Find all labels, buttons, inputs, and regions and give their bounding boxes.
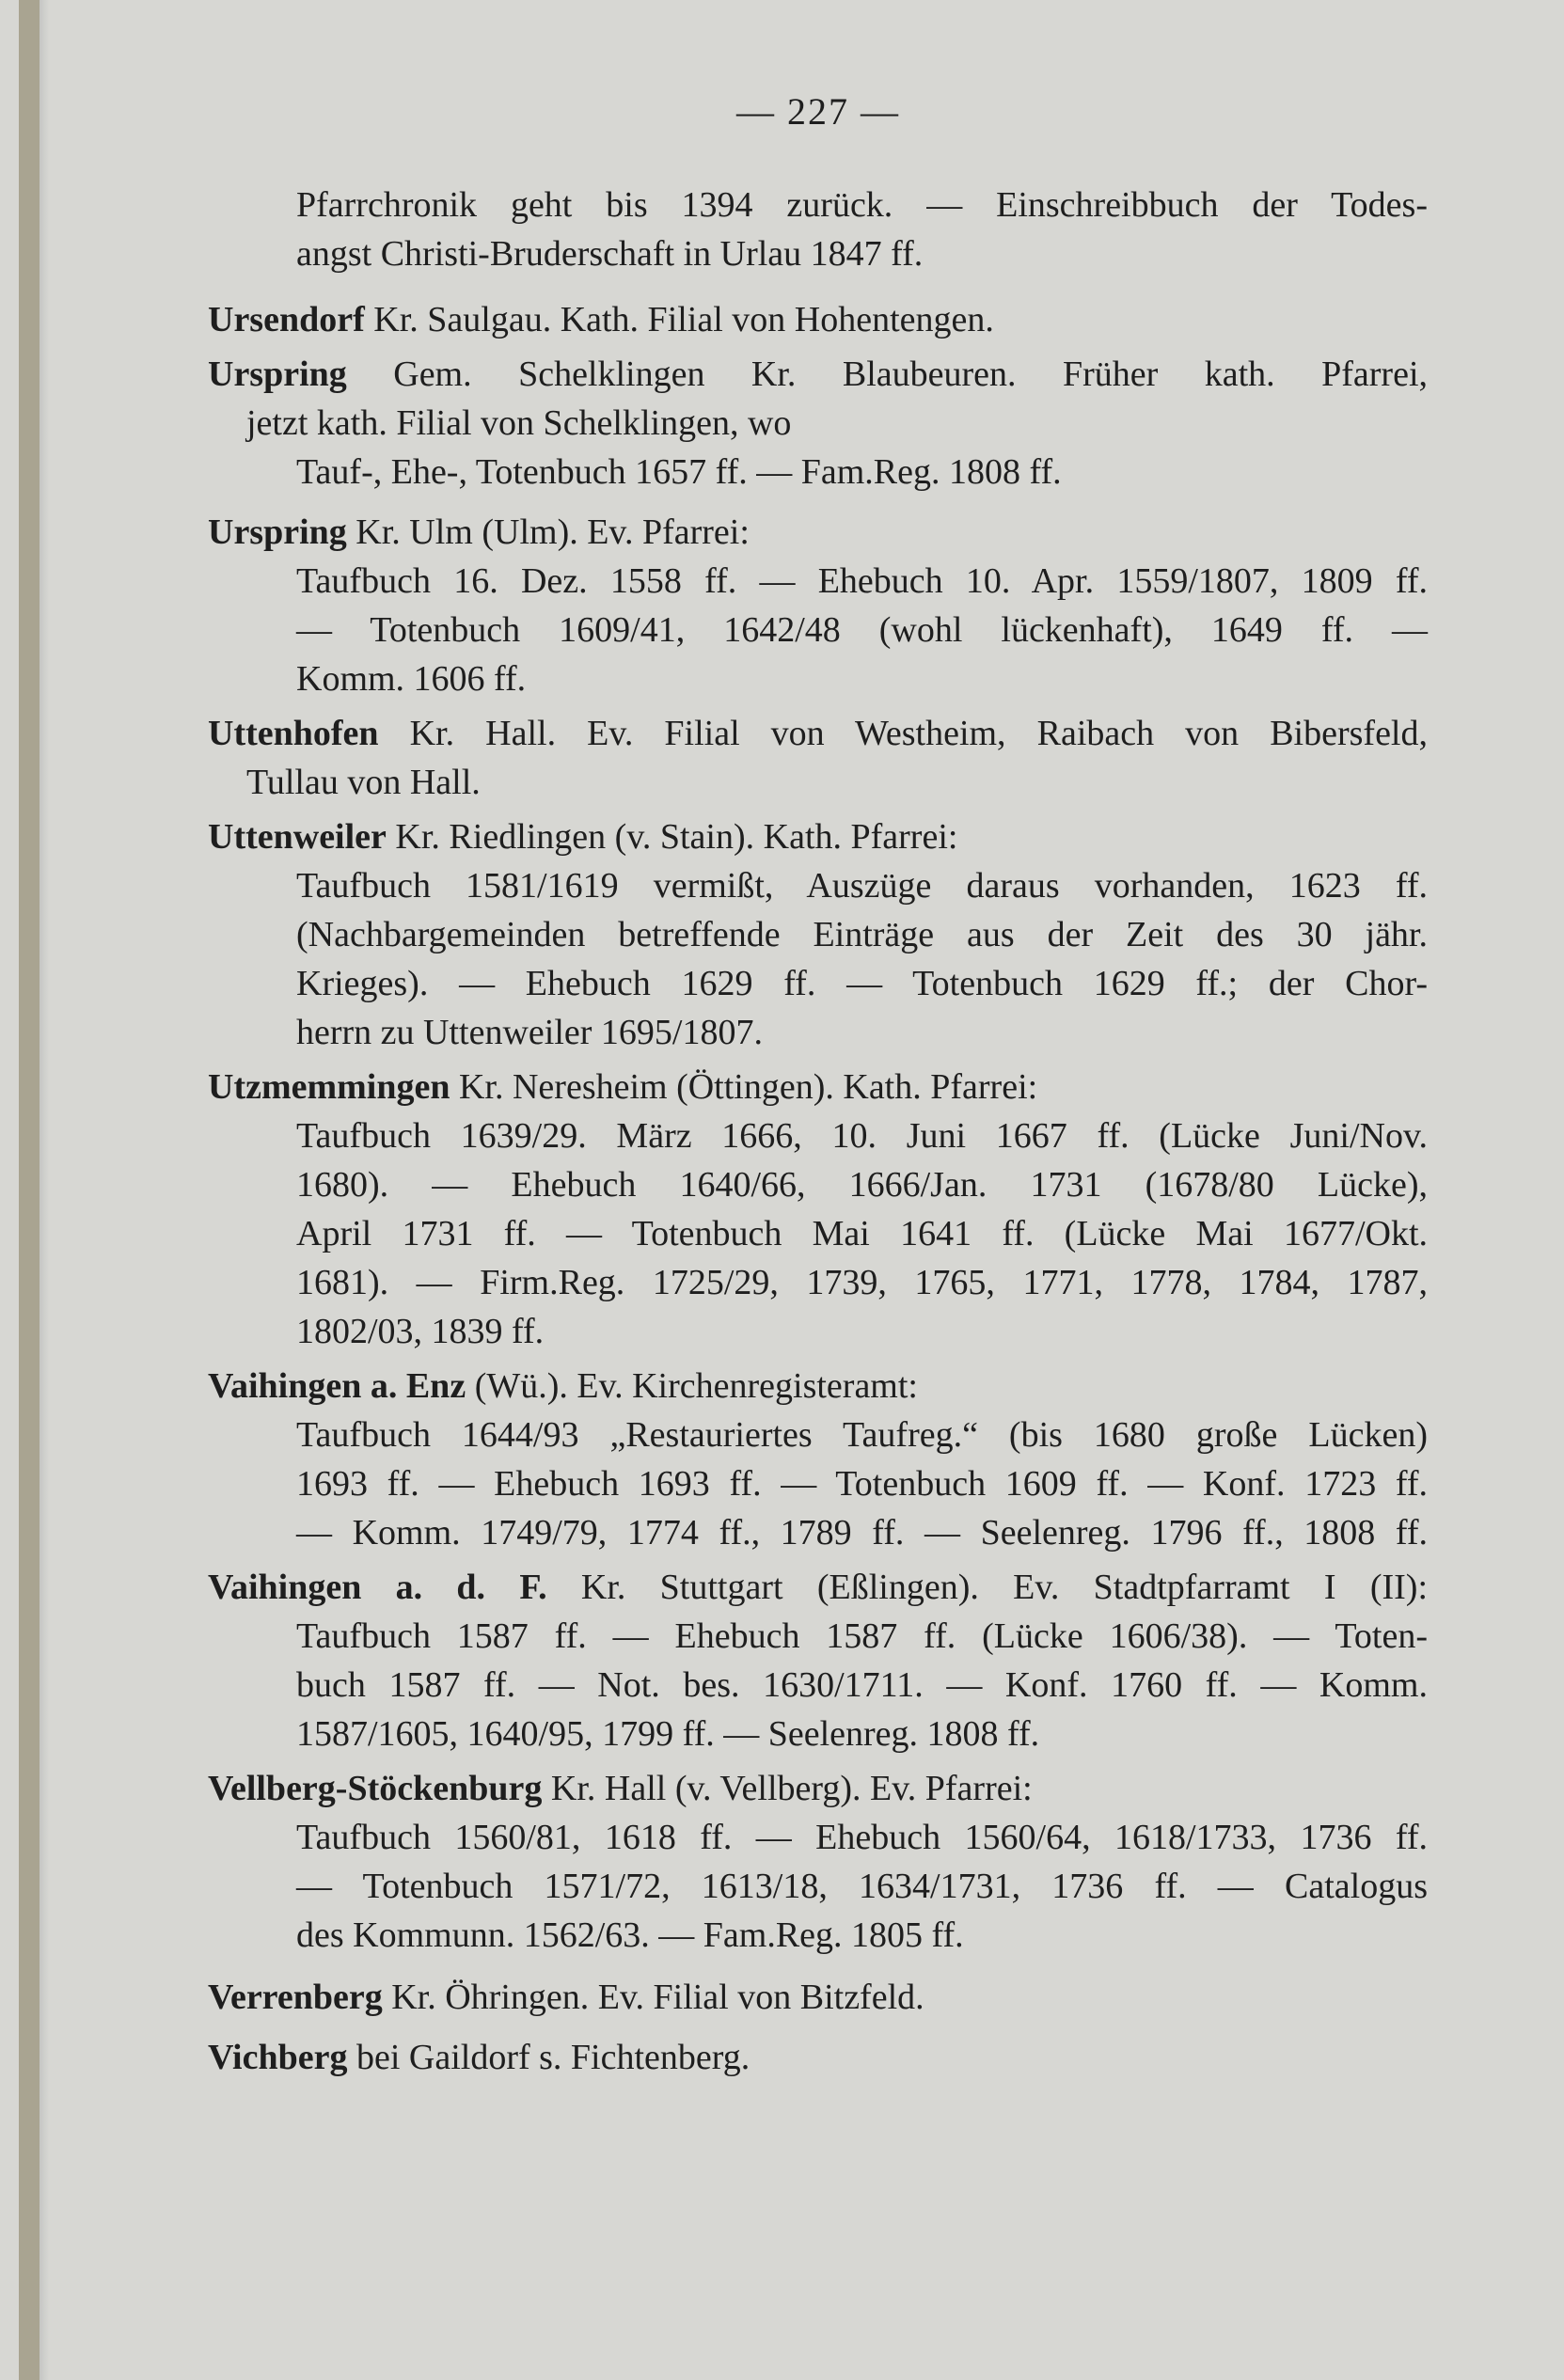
- text-line: 1587/1605, 1640/95, 1799 ff. — Seelenreg. 1808 ff.: [296, 1714, 1040, 1754]
- text-line: Kr. Hall (v. Vellberg). Ev. Pfarrei:: [550, 1769, 1033, 1808]
- binding-shadow: [39, 0, 49, 2380]
- entry-headword: Vaihingen a. d. F.: [208, 1568, 547, 1607]
- text-line: Kr. Stuttgart (Eßlingen). Ev. Stadtpfarramt I (II):: [580, 1568, 1429, 1607]
- entry-vaihingen-enz: [208, 1362, 1428, 1557]
- entry-headword: Vellberg-Stöckenburg: [208, 1769, 543, 1808]
- text-line: Taufbuch 1587 ff. — Ehebuch 1587 ff. (Lücke 1606/38). — Toten-: [296, 1616, 1428, 1656]
- entry-ursendorf: [208, 295, 1428, 344]
- text-line: Taufbuch 1644/93 „Restauriertes Taufreg.“ (bis 1680 große Lücken): [296, 1415, 1428, 1455]
- text-line: (Nachbargemeinden betreffende Einträge aus der Zeit des 30 jähr.: [296, 915, 1428, 954]
- entry-uttenweiler: [208, 812, 1428, 1057]
- text-line: des Kommunn. 1562/63. — Fam.Reg. 1805 ff.: [296, 1915, 964, 1955]
- text-line: Kr. Saulgau. Kath. Filial von Hohentengen.: [373, 300, 994, 339]
- entry-headword: Uttenweiler: [208, 817, 387, 857]
- text-line: Kr. Ulm (Ulm). Ev. Pfarrei:: [355, 512, 750, 552]
- entry-continuation: [208, 181, 1428, 278]
- entry-headword: Urspring: [208, 512, 347, 552]
- text-line: jetzt kath. Filial von Schelklingen, wo: [246, 403, 792, 443]
- entry-headword: Verrenberg: [208, 1978, 383, 2017]
- text-line: herrn zu Uttenweiler 1695/1807.: [296, 1013, 763, 1052]
- entry-headword: Uttenhofen: [208, 714, 379, 753]
- entry-headword: Utzmemmingen: [208, 1067, 450, 1107]
- text-line: 1680). — Ehebuch 1640/66, 1666/Jan. 1731 (1678/80 Lücke),: [296, 1165, 1428, 1205]
- text-line: Kr. Hall. Ev. Filial von Westheim, Raibach von Bibersfeld,: [409, 714, 1428, 753]
- entry-headword: Urspring: [208, 355, 347, 394]
- text-line: Taufbuch 16. Dez. 1558 ff. — Ehebuch 10. Apr. 1559/1807, 1809 ff.: [296, 561, 1428, 601]
- text-line: angst Christi-Bruderschaft in Urlau 1847 ff.: [296, 234, 924, 274]
- text-line: Kr. Riedlingen (v. Stain). Kath. Pfarrei:: [395, 817, 958, 857]
- text-line: Taufbuch 1581/1619 vermißt, Auszüge daraus vorhanden, 1623 ff.: [296, 866, 1428, 906]
- entry-headword: Vaihingen a. Enz: [208, 1366, 466, 1406]
- entry-verrenberg: [208, 1973, 1428, 2022]
- text-line: — Komm. 1749/79, 1774 ff., 1789 ff. — Seelenreg. 1796 ff., 1808 ff.: [296, 1513, 1428, 1553]
- entry-headword: Vichberg: [208, 2038, 348, 2077]
- entry-vellberg-stoeckenburg: [208, 1764, 1428, 1960]
- text-line: Taufbuch 1560/81, 1618 ff. — Ehebuch 1560/64, 1618/1733, 1736 ff.: [296, 1818, 1428, 1857]
- entry-vichberg: [208, 2033, 1428, 2082]
- entry-utzmemmingen: [208, 1063, 1428, 1356]
- text-line: — Totenbuch 1609/41, 1642/48 (wohl lückenhaft), 1649 ff. —: [296, 610, 1428, 650]
- text-line: April 1731 ff. — Totenbuch Mai 1641 ff. (Lücke Mai 1677/Okt.: [296, 1214, 1428, 1253]
- text-line: Taufbuch 1639/29. März 1666, 10. Juni 1667 ff. (Lücke Juni/Nov.: [296, 1116, 1428, 1156]
- text-line: (Wü.). Ev. Kirchenregisteramt:: [474, 1366, 918, 1406]
- text-line: 1681). — Firm.Reg. 1725/29, 1739, 1765, 1771, 1778, 1784, 1787,: [296, 1263, 1428, 1302]
- text-line: Kr. Neresheim (Öttingen). Kath. Pfarrei:: [458, 1067, 1038, 1107]
- text-line: bei Gaildorf s. Fichtenberg.: [355, 2038, 750, 2077]
- text-line: Komm. 1606 ff.: [296, 659, 527, 699]
- entry-urspring-ulm: [208, 508, 1428, 703]
- text-line: 1802/03, 1839 ff.: [296, 1312, 545, 1351]
- text-line: 1693 ff. — Ehebuch 1693 ff. — Totenbuch 1609 ff. — Konf. 1723 ff.: [296, 1464, 1428, 1504]
- text-line: Krieges). — Ehebuch 1629 ff. — Totenbuch 1629 ff.; der Chor-: [296, 964, 1428, 1003]
- entry-uttenhofen: [208, 709, 1428, 807]
- entry-headword: Ursendorf: [208, 300, 365, 339]
- text-line: Tullau von Hall.: [246, 763, 481, 802]
- page-body: [208, 175, 1428, 2082]
- page-number: — 227 —: [736, 90, 900, 133]
- text-line: Pfarrchronik geht bis 1394 zurück. — Einschreibbuch der Todes-: [296, 185, 1428, 225]
- entry-urspring-schelklingen: [208, 350, 1428, 496]
- text-line: Gem. Schelklingen Kr. Blaubeuren. Früher kath. Pfarrei,: [393, 355, 1429, 394]
- book-binding-edge: [19, 0, 39, 2380]
- text-line: buch 1587 ff. — Not. bes. 1630/1711. — Konf. 1760 ff. — Komm.: [296, 1665, 1428, 1705]
- text-line: Tauf-, Ehe-, Totenbuch 1657 ff. — Fam.Reg. 1808 ff.: [296, 452, 1062, 492]
- text-line: Kr. Öhringen. Ev. Filial von Bitzfeld.: [391, 1978, 924, 2017]
- entry-vaihingen-fildern: [208, 1563, 1428, 1758]
- text-line: — Totenbuch 1571/72, 1613/18, 1634/1731, 1736 ff. — Catalogus: [296, 1867, 1428, 1906]
